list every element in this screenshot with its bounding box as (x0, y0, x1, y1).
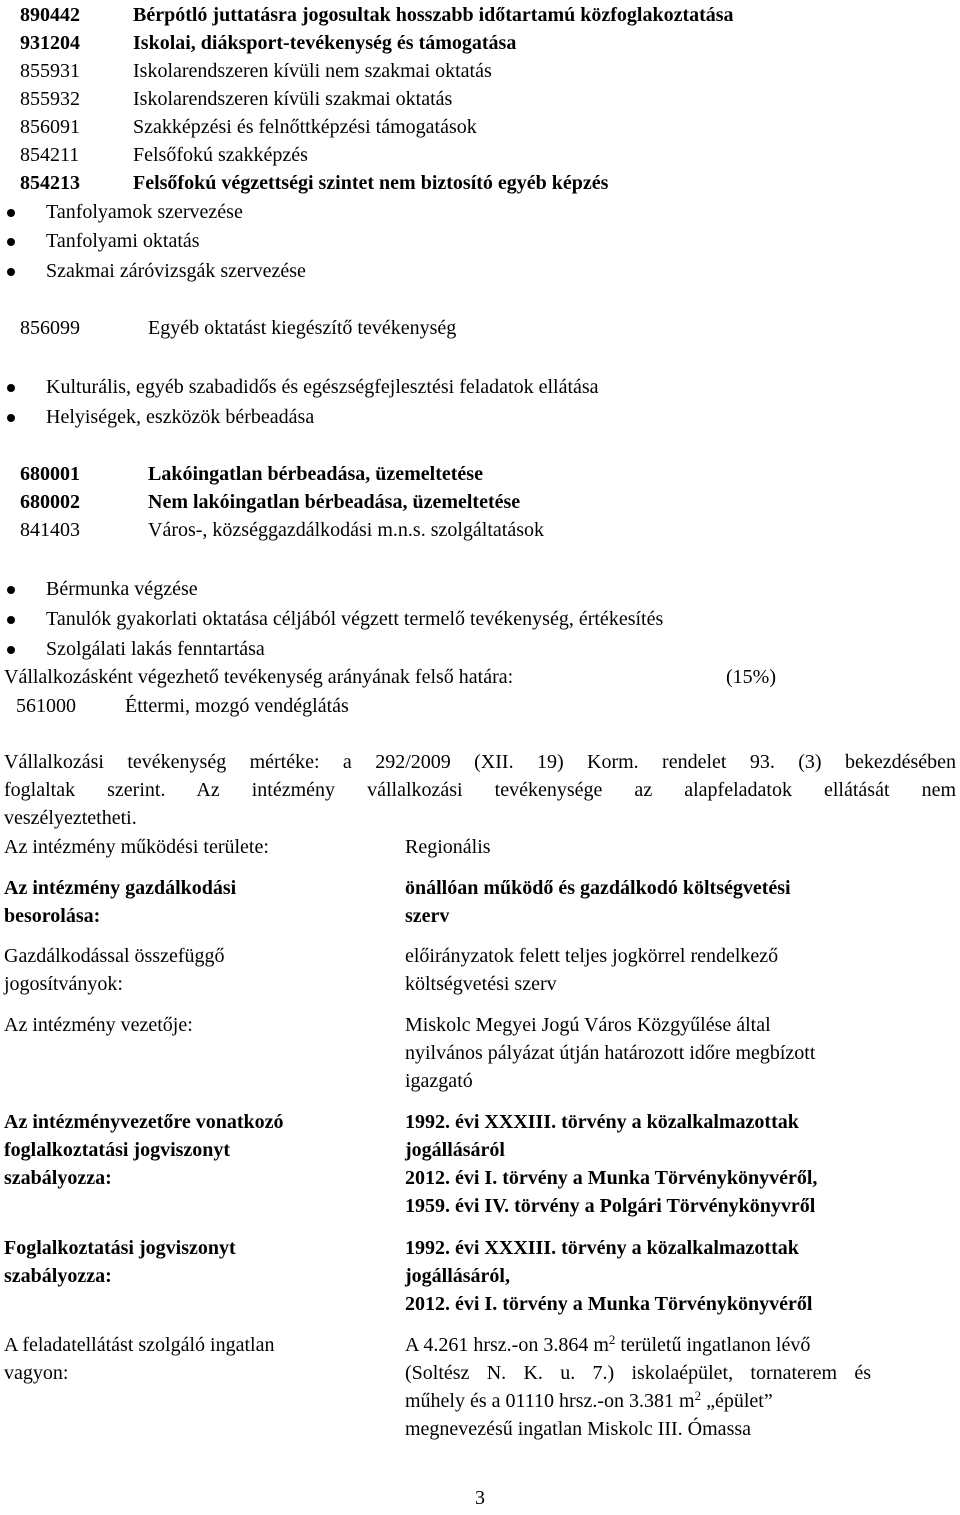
activity-desc: Nem lakóingatlan bérbeadása, üzemeltetése (148, 491, 521, 513)
head-label: Az intézmény vezetője: (4, 1014, 193, 1036)
activity-code: 841403 (20, 519, 80, 541)
heademp-label: foglalkoztatási jogviszonyt (4, 1139, 231, 1161)
activity-desc: Bérpótló juttatásra jogosultak hosszabb időtartamú közfoglakoztatása (133, 4, 734, 26)
activity-desc: Felsőfokú szakképzés (133, 144, 308, 166)
heademp-value: 1959. évi IV. törvény a Polgári Törvénykönyvről (405, 1195, 816, 1217)
activity-desc: Iskolarendszeren kívüli nem szakmai oktatás (133, 60, 492, 82)
activity-code: 680001 (20, 463, 80, 485)
head-value: Miskolc Megyei Jogú Város Közgyűlése által (405, 1014, 771, 1036)
class-label: Az intézmény gazdálkodási (4, 877, 237, 899)
paragraph-line: Vállalkozási tevékenység mértéke: a 292/2009 (XII. 19) Korm. rendelet 93. (3) bekezdésében (4, 751, 956, 773)
property-value-line (405, 1331, 810, 1359)
activity-desc: Lakóingatlan bérbeadása, üzemeltetése (148, 463, 483, 485)
bullet-icon (7, 586, 15, 594)
activity-desc: Felsőfokú végzettségi szintet nem biztosító egyéb képzés (133, 172, 609, 194)
property-value-line: (Soltész N. K. u. 7.) iskolaépület, tornaterem és (405, 1362, 871, 1384)
class-value: szerv (405, 905, 450, 927)
bullet-icon (7, 209, 15, 217)
page-number: 3 (475, 1487, 485, 1509)
bullet-icon (7, 414, 15, 422)
superscript: 2 (608, 1332, 616, 1347)
heademp-label: Az intézményvezetőre vonatkozó (4, 1111, 284, 1133)
activity-code: 855932 (20, 88, 80, 110)
activity-desc: Szakképzési és felnőttképzési támogatások (133, 116, 477, 138)
property-text: területű ingatlanon lévő (615, 1334, 811, 1356)
property-value-line: megnevezésű ingatlan Miskolc III. Ómassa (405, 1418, 752, 1440)
emp-value: 2012. évi I. törvény a Munka Törvénykönyvéről (405, 1293, 813, 1315)
list-item: Szakmai záróvizsgák szervezése (46, 260, 306, 282)
bullet-icon (7, 646, 15, 654)
area-label: Az intézmény működési területe: (4, 836, 269, 858)
heademp-value: jogállásáról (405, 1139, 505, 1161)
list-item: Helyiségek, eszközök bérbeadása (46, 406, 315, 428)
heademp-value: 1992. évi XXXIII. törvény a közalkalmazottak (405, 1111, 799, 1133)
property-text: műhely és a 01110 hrsz.-on 3.381 m (405, 1390, 695, 1412)
bullet-icon (7, 616, 15, 624)
activity-desc: Város-, községgazdálkodási m.n.s. szolgáltatások (148, 519, 545, 541)
activity-desc: Egyéb oktatást kiegészítő tevékenység (148, 317, 457, 339)
activity-desc: Iskolai, diáksport-tevékenység és támogatása (133, 32, 517, 54)
rights-value: előirányzatok felett teljes jogkörrel rendelkező (405, 945, 779, 967)
rights-label: jogosítványok: (4, 973, 123, 995)
heademp-label: szabályozza: (4, 1167, 112, 1189)
emp-label: Foglalkoztatási jogviszonyt (4, 1237, 236, 1259)
activity-code: 856091 (20, 116, 80, 138)
rights-label: Gazdálkodással összefüggő (4, 945, 225, 967)
activity-code: 854211 (20, 144, 80, 166)
emp-label: szabályozza: (4, 1265, 112, 1287)
list-item: Tanulók gyakorlati oktatása céljából végzett termelő tevékenység, értékesítés (46, 608, 664, 630)
list-item: Tanfolyamok szervezése (46, 201, 243, 223)
bullet-icon (7, 238, 15, 246)
activity-code: 680002 (20, 491, 80, 513)
property-label: A feladatellátást szolgáló ingatlan (4, 1334, 275, 1356)
enterprise-ratio-label: Vállalkozásként végezhető tevékenység arányának felső határa: (4, 666, 514, 688)
head-value: nyilvános pályázat útján határozott időre megbízott (405, 1042, 816, 1064)
activity-code: 856099 (20, 317, 80, 339)
activity-code: 931204 (20, 32, 80, 54)
head-value: igazgató (405, 1070, 473, 1092)
bullet-icon (7, 268, 15, 276)
property-text: „épület” (701, 1390, 773, 1412)
property-label: vagyon: (4, 1362, 69, 1384)
superscript: 2 (694, 1388, 702, 1403)
activity-code: 854213 (20, 172, 80, 194)
area-value: Regionális (405, 836, 491, 858)
enterprise-ratio-value: (15%) (726, 666, 776, 688)
paragraph-line: foglaltak szerint. Az intézmény vállalkozási tevékenysége az alapfeladatok ellátását nem (4, 779, 956, 801)
activity-code: 855931 (20, 60, 80, 82)
list-item: Szolgálati lakás fenntartása (46, 638, 265, 660)
heademp-value: 2012. évi I. törvény a Munka Törvénykönyvéről, (405, 1167, 818, 1189)
emp-value: 1992. évi XXXIII. törvény a közalkalmazottak (405, 1237, 799, 1259)
class-label: besorolása: (4, 905, 101, 927)
list-item: Tanfolyami oktatás (46, 230, 200, 252)
rights-value: költségvetési szerv (405, 973, 557, 995)
emp-value: jogállásáról, (405, 1265, 510, 1287)
property-value-line (405, 1387, 773, 1415)
list-item: Kulturális, egyéb szabadidős és egészségfejlesztési feladatok ellátása (46, 376, 599, 398)
paragraph-line: veszélyeztetheti. (4, 807, 137, 829)
bullet-icon (7, 384, 15, 392)
property-text: A 4.261 hrsz.-on 3.864 m (405, 1334, 609, 1356)
activity-desc: Éttermi, mozgó vendéglátás (125, 695, 349, 717)
class-value: önállóan működő és gazdálkodó költségvetési (405, 877, 791, 899)
list-item: Bérmunka végzése (46, 578, 198, 600)
activity-code: 890442 (20, 4, 80, 26)
activity-desc: Iskolarendszeren kívüli szakmai oktatás (133, 88, 453, 110)
activity-code: 561000 (16, 695, 76, 717)
